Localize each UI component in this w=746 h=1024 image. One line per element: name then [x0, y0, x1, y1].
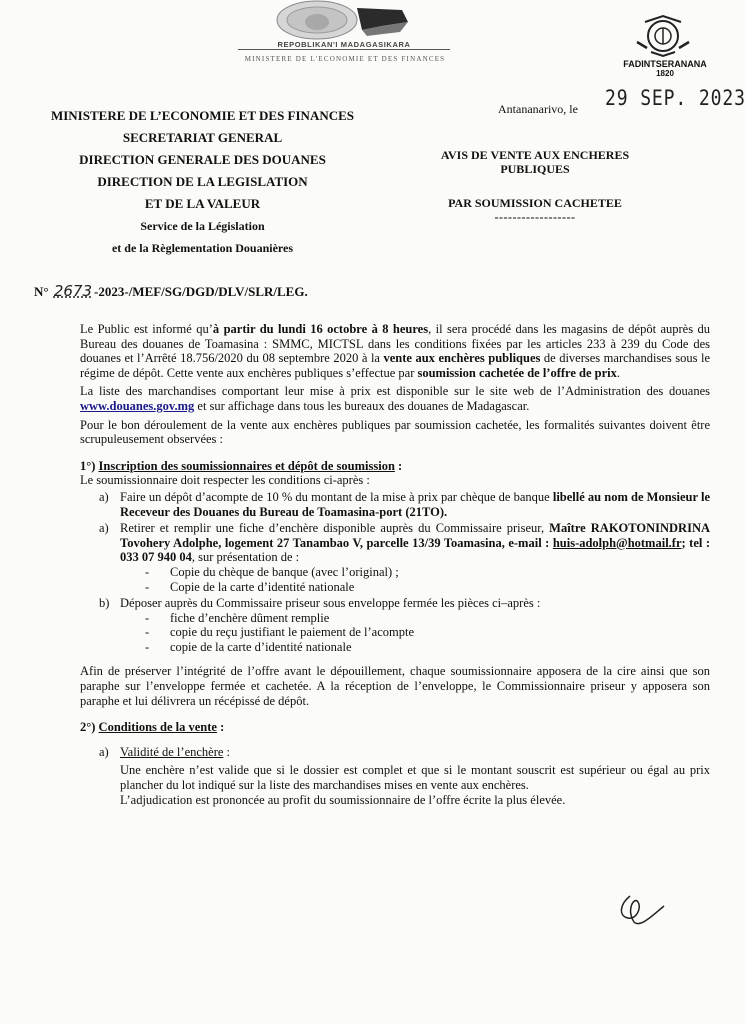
section-2-a-paragraph-2: L’adjudication est prononcée au profit du soumissionnaire de l’offre écrite la plus élevée. [120, 792, 566, 807]
section-2-item-a: a) Validité de l’enchère : [99, 744, 231, 759]
section-1-a2-list [80, 565, 710, 594]
list-item: - copie de la carte d’identité nationale [145, 640, 710, 655]
section-2-a-paragraph-1: Une enchère n’est valide que si le dossier est complet et que si le montant souscrit est supérieur ou égal au prix plancher du lot indiqué sur la liste des marchandises mises en vente aux enchères. [120, 763, 710, 793]
reference-number [34, 282, 308, 300]
section-1-heading: 1°) Inscription des soumissionnaires et dépôt de soumission : [80, 458, 403, 473]
section-2-heading: 2°) Conditions de la vente : [80, 720, 225, 735]
intro-paragraph-1: Le Public est informé qu’à partir du lundi 16 octobre à 8 heures, il sera procédé dans les magasins de dépôt auprès du Bureau des douanes de Toamasina : SMMC, MICTSL dans les conditions fixées par les articles 233 à 239 du Code des douanes et l’Arrêté 18.756/2020 du 08 septembre 2020 à la vente aux enchères publiques de diverses marchandises sous le régime de dépôt. Cette vente aux enchères publiques s’effectue par soumission cachetée de l’offre de prix. [80, 322, 711, 380]
list-item: - Copie du chèque de banque (avec l’original) ; [145, 565, 710, 580]
section-1-b-list [80, 611, 710, 655]
org-line-valeur: ET DE LA VALEUR [144, 196, 261, 211]
org-line-secretariat: SECRETARIAT GENERAL [122, 130, 283, 145]
intro-paragraph-2: La liste des marchandises comportant leur mise à prix est disponible sur le site web de l’Administration des douanes www.douanes.gov.mg et sur affichage dans tous les bureaux des douanes de Madagascar. [80, 384, 710, 413]
list-item: - fiche d’enchère dûment remplie [145, 611, 710, 626]
signature-initials [612, 890, 672, 930]
service-line-1: Service de la Législation [140, 219, 265, 233]
section-1-item-a1: a) Faire un dépôt d’acompte de 10 % du montant de la mise à prix par chèque de banque libellé au nom de Monsieur le Receveur des Douanes du Bureau de Toamasina-port (21TO). [99, 489, 711, 519]
avis-title [420, 148, 650, 176]
org-line-ministry: MINISTERE DE L’ECONOMIE ET DES FINANCES [50, 108, 355, 123]
ministry-small-caption: MINISTERE DE L'ECONOMIE ET DES FINANCES [244, 55, 446, 63]
title-underline-dashes: ------------------ [494, 210, 576, 224]
customs-emblem-logo [633, 12, 693, 58]
section-1-closing: Afin de préserver l’intégrité de l’offre avant le dépouillement, chaque soumissionnaire apposera de la cire ainsi que son paraphe sur l’enveloppe fermée et cachetée. A la réception de l’enveloppe, le Commissionnaire priseur y apposera son paraphe et lui délivrera un récépissé de dépôt. [80, 664, 710, 708]
list-item: - copie du reçu justifiant le paiement de l’acompte [145, 625, 710, 640]
commissaire-email-link[interactable]: huis-adolph@hotmail.fr [552, 535, 682, 550]
place-label: Antananarivo, le [498, 102, 578, 116]
ref-number-handwritten: 2673 [53, 282, 93, 300]
fadintseranana-year: 1820 [656, 69, 674, 78]
avis-title-line2: PUBLIQUES [500, 162, 570, 176]
ref-suffix: -2023-/MEF/SG/DGD/DLV/SLR/LEG. [94, 284, 308, 299]
republic-seal-logo [262, 0, 412, 40]
org-line-dgd: DIRECTION GENERALE DES DOUANES [79, 152, 326, 167]
customs-website-link[interactable]: www.douanes.gov.mg [80, 398, 195, 413]
ref-prefix: N° [34, 284, 49, 299]
intro-paragraph-3: Pour le bon déroulement de la vente aux enchères publiques par soumission cachetée, les formalités suivantes doivent être scrupuleusement observées : [80, 417, 710, 447]
org-line-direction: DIRECTION DE LA LEGISLATION [97, 174, 308, 189]
notice-body [80, 322, 710, 807]
republic-name: REPOBLIKAN'I MADAGASIKARA [238, 40, 450, 50]
avis-title-line1: AVIS DE VENTE AUX ENCHERES [440, 148, 630, 162]
service-line-2: et de la Règlementation Douanières [111, 241, 294, 255]
soumission-title: PAR SOUMISSION CACHETEE [448, 196, 622, 210]
section-1-item-a2: a) Retirer et remplir une fiche d’enchère disponible auprès du Commissaire priseur, Maître RAKOTONINDRINA Tovohery Adolphe, logement 27 Tanambao V, parcelle 13/39 Toamasina, e-mail : huis-adolph@hotmail.fr; tel : 033 07 940 04, sur présentation de : [99, 521, 710, 565]
section-1-lead: Le soumissionnaire doit respecter les conditions ci-après : [80, 473, 370, 488]
fadintseranana-label: FADINTSERANANA [623, 59, 707, 69]
section-1-item-b: b) Déposer auprès du Commissaire priseur sous enveloppe fermée les pièces ci–après : [99, 596, 541, 611]
list-item: - Copie de la carte d’identité nationale [145, 580, 710, 595]
date-stamp: 29 SEP. 2023 [605, 86, 746, 110]
